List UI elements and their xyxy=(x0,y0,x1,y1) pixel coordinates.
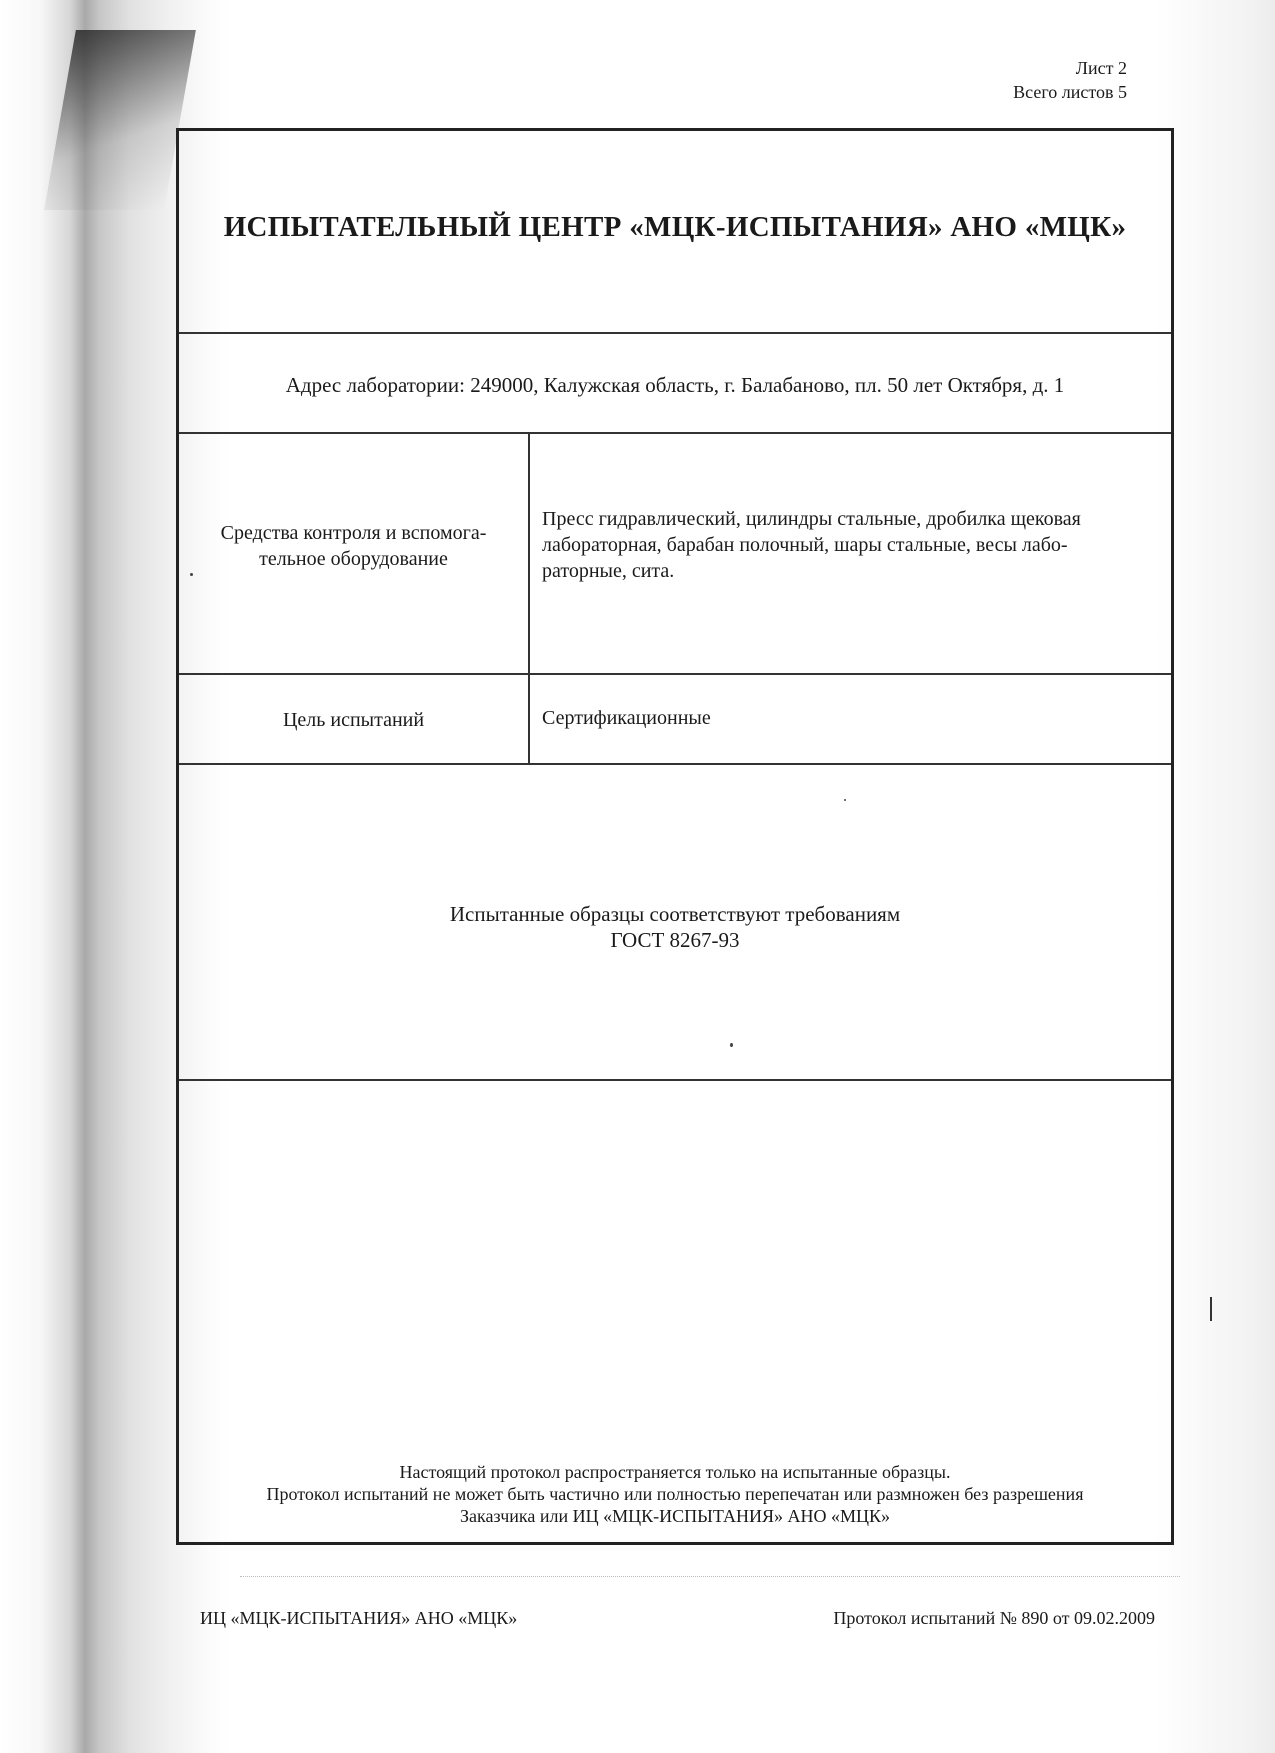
conclusion-text xyxy=(179,901,1171,953)
footer-protocol-number: Протокол испытаний № 890 от 09.02.2009 xyxy=(833,1608,1155,1628)
equipment-value-line: лабораторная, барабан полочный, шары стальные, весы лабо- xyxy=(542,534,1068,556)
equipment-value-line: раторные, сита. xyxy=(542,560,675,582)
notice-line: Протокол испытаний не может быть частично или полностью перепечатан или размножен без разрешения xyxy=(266,1484,1084,1504)
address-section xyxy=(179,334,1171,434)
header-section xyxy=(179,131,1171,334)
scan-speck xyxy=(190,573,193,576)
sheet-total: Всего листов 5 xyxy=(1013,82,1127,102)
conclusion-section xyxy=(179,765,1171,1081)
equipment-label-line: Средства контроля и вспомога- xyxy=(220,522,487,544)
sheet-number: Лист 2 xyxy=(1075,58,1127,78)
conclusion-line: Испытанные образцы соответствуют требованиям xyxy=(449,902,901,926)
page-footer xyxy=(200,1608,1155,1638)
sheet-info xyxy=(1013,56,1127,104)
purpose-row xyxy=(179,675,1171,765)
scan-dotted-line xyxy=(240,1576,1180,1577)
equipment-label-cell xyxy=(179,434,530,673)
protocol-notice xyxy=(179,1461,1171,1527)
center-title: ИСПЫТАТЕЛЬНЫЙ ЦЕНТР «МЦК-ИСПЫТАНИЯ» АНО «МЦК» xyxy=(223,211,1127,243)
equipment-value xyxy=(542,506,1161,584)
scan-speck xyxy=(844,799,846,801)
equipment-value-cell xyxy=(530,434,1171,673)
equipment-row xyxy=(179,434,1171,675)
purpose-value-cell xyxy=(530,675,1171,763)
purpose-label-cell xyxy=(179,675,530,763)
notice-line: Заказчика или ИЦ «МЦК-ИСПЫТАНИЯ» АНО «МЦК» xyxy=(460,1506,890,1526)
equipment-value-line: Пресс гидравлический, цилиндры стальные, дробилка щековая xyxy=(542,508,1081,530)
protocol-frame xyxy=(176,128,1174,1545)
equipment-label-line: тельное оборудование xyxy=(259,548,448,570)
conclusion-standard: ГОСТ 8267-93 xyxy=(610,928,740,952)
footer-organization: ИЦ «МЦК-ИСПЫТАНИЯ» АНО «МЦК» xyxy=(200,1608,518,1628)
equipment-label xyxy=(189,520,518,572)
scan-speck xyxy=(730,1043,733,1047)
margin-mark xyxy=(1210,1297,1212,1321)
notice-line: Настоящий протокол распространяется только на испытанные образцы. xyxy=(399,1462,951,1482)
purpose-value: Сертификационные xyxy=(542,707,711,729)
lab-address: Адрес лаборатории: 249000, Калужская область, г. Балабаново, пл. 50 лет Октября, д. 1 xyxy=(285,373,1065,397)
purpose-label: Цель испытаний xyxy=(282,709,425,731)
